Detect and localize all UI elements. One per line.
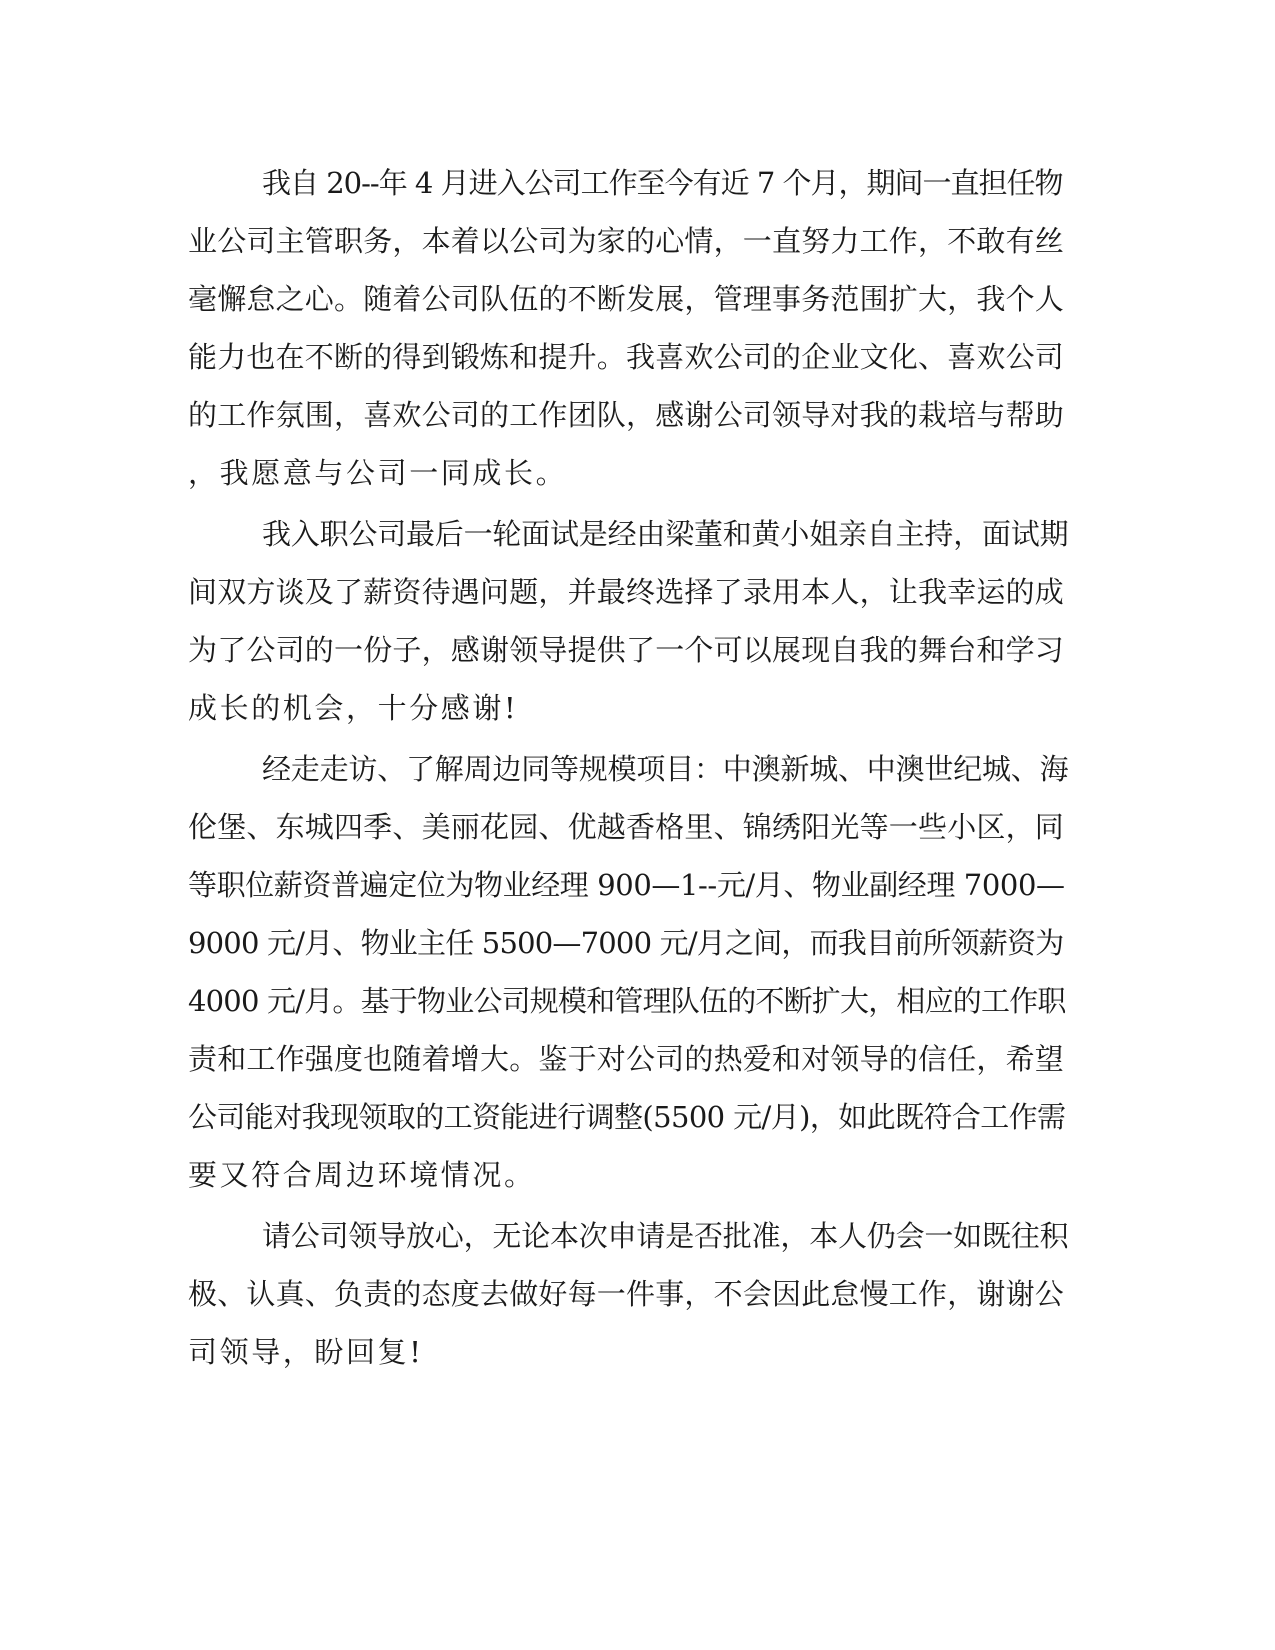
paragraph-2-line-1: 我入职公司最后一轮面试是经由梁董和黄小姐亲自主持，面试期	[262, 517, 1069, 551]
paragraph-4-line-3: 司领导，盼回复!	[188, 1335, 424, 1369]
paragraph-4-line-1: 请公司领导放心，无论本次申请是否批准，本人仍会一如既往积	[262, 1219, 1069, 1253]
paragraph-3-line-1: 经走走访、了解周边同等规模项目：中澳新城、中澳世纪城、海	[262, 752, 1069, 786]
paragraph-1-line-4: 能力也在不断的得到锻炼和提升。我喜欢公司的企业文化、喜欢公司	[188, 340, 1065, 374]
paragraph-3-line-5: 4000 元/月。基于物业公司规模和管理队伍的不断扩大，相应的工作职	[188, 984, 1066, 1018]
paragraph-1-line-3: 毫懈怠之心。随着公司队伍的不断发展，管理事务范围扩大，我个人	[188, 282, 1065, 316]
paragraph-3-line-2: 伦堡、东城四季、美丽花园、优越香格里、锦绣阳光等一些小区，同	[188, 810, 1065, 844]
paragraph-3-line-3: 等职位薪资普遍定位为物业经理 900—1--元/月、物业副经理 7000—	[188, 868, 1065, 902]
paragraph-1-line-2: 业公司主管职务，本着以公司为家的心情，一直努力工作，不敢有丝	[188, 224, 1065, 258]
paragraph-3-line-6: 责和工作强度也随着增大。鉴于对公司的热爱和对领导的信任，希望	[188, 1042, 1065, 1076]
paragraph-3-line-7: 公司能对我现领取的工资能进行调整(5500 元/月)，如此既符合工作需	[188, 1100, 1066, 1134]
paragraph-2-line-3: 为了公司的一份子，感谢领导提供了一个可以展现自我的舞台和学习	[188, 633, 1065, 667]
paragraph-2-line-4: 成长的机会，十分感谢!	[188, 691, 519, 725]
paragraph-1-line-6: ，我愿意与公司一同成长。	[188, 456, 568, 490]
paragraph-1-line-5: 的工作氛围，喜欢公司的工作团队，感谢公司领导对我的栽培与帮助	[188, 398, 1065, 432]
paragraph-4-line-2: 极、认真、负责的态度去做好每一件事，不会因此怠慢工作，谢谢公	[188, 1277, 1065, 1311]
paragraph-2-line-2: 间双方谈及了薪资待遇问题，并最终选择了录用本人，让我幸运的成	[188, 575, 1065, 609]
paragraph-3-line-4: 9000 元/月、物业主任 5500—7000 元/月之间，而我目前所领薪资为	[188, 926, 1064, 960]
paragraph-3-line-8: 要又符合周边环境情况。	[188, 1158, 536, 1192]
paragraph-1-line-1: 我自 20--年 4 月进入公司工作至今有近 7 个月，期间一直担任物	[262, 166, 1063, 200]
